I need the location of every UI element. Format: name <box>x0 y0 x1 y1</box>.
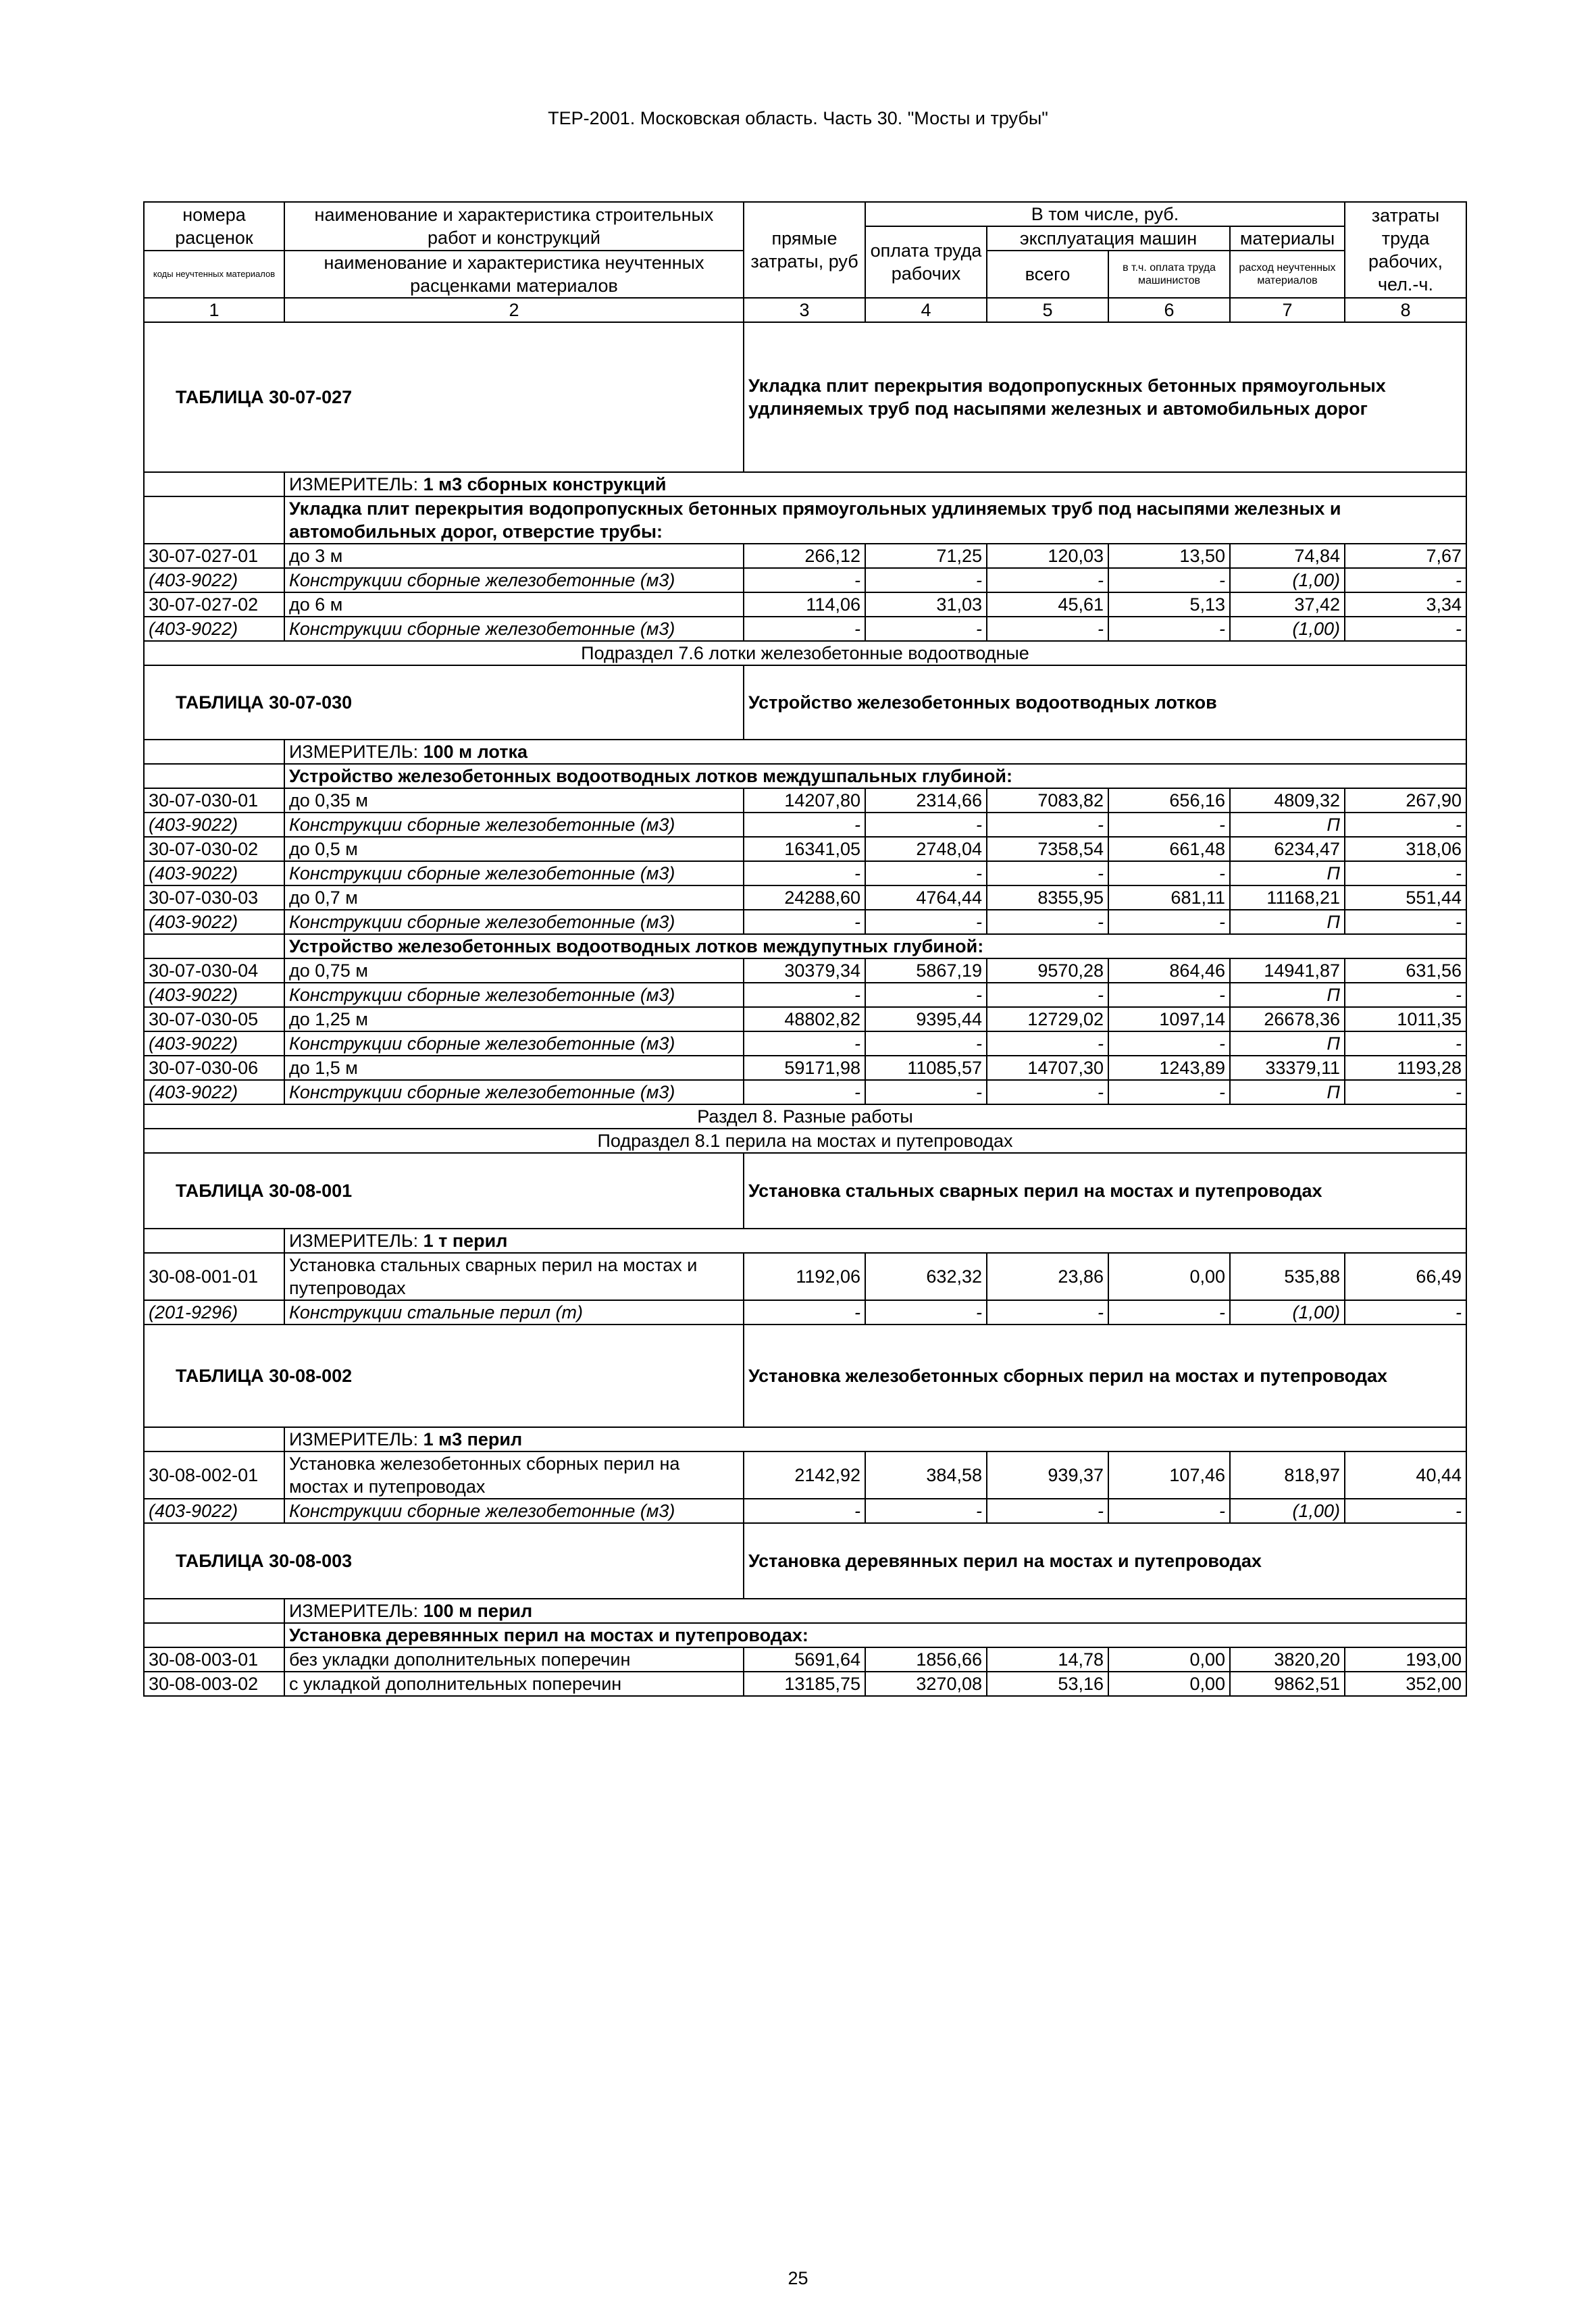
value-direct: 59171,98 <box>744 1056 865 1080</box>
value-direct: 48802,82 <box>744 1007 865 1031</box>
value-materials: 9862,51 <box>1230 1672 1345 1696</box>
material-value: - <box>744 983 865 1007</box>
header-row-1 <box>144 202 1466 226</box>
group-heading: Укладка плит перекрытия водопропускных бетонных прямоугольных удлиняемых труб под насыпями железных и автомобильных дорог, отверстие трубы: <box>284 496 1466 544</box>
value-materials: 3820,20 <box>1230 1647 1345 1672</box>
material-value: - <box>1345 1080 1466 1104</box>
material-value: - <box>865 983 987 1007</box>
measure-unit: ИЗМЕРИТЕЛЬ: 1 м3 перил <box>284 1427 1466 1451</box>
value-operator-wages: 0,00 <box>1108 1647 1230 1672</box>
material-value: - <box>1108 983 1230 1007</box>
material-value: - <box>744 617 865 641</box>
rate-code: 30-07-030-01 <box>144 788 284 813</box>
table-row <box>144 592 1466 617</box>
material-value: - <box>744 910 865 934</box>
material-value: (1,00) <box>1230 568 1345 592</box>
value-materials: 14941,87 <box>1230 958 1345 983</box>
material-code: (403-9022) <box>144 1080 284 1104</box>
material-name: Конструкции сборные железобетонные (м3) <box>284 1080 744 1104</box>
measure-row <box>144 740 1466 764</box>
value-operator-wages: 864,46 <box>1108 958 1230 983</box>
value-machines: 9570,28 <box>987 958 1108 983</box>
table-row <box>144 788 1466 813</box>
material-value: - <box>865 1499 987 1523</box>
rate-code: 30-08-003-01 <box>144 1647 284 1672</box>
material-name: Конструкции сборные железобетонные (м3) <box>284 1499 744 1523</box>
value-operator-wages: 107,46 <box>1108 1451 1230 1499</box>
value-operator-wages: 656,16 <box>1108 788 1230 813</box>
value-wages: 2314,66 <box>865 788 987 813</box>
value-labor: 267,90 <box>1345 788 1466 813</box>
material-value: - <box>865 617 987 641</box>
rate-name: до 3 м <box>284 544 744 568</box>
table-heading <box>144 1325 1466 1427</box>
subsection-row <box>144 1129 1466 1153</box>
rate-name: до 1,25 м <box>284 1007 744 1031</box>
material-value: П <box>1230 1031 1345 1056</box>
material-value: - <box>865 568 987 592</box>
value-operator-wages: 0,00 <box>1108 1253 1230 1300</box>
col-group-header: В том числе, руб. <box>865 202 1345 226</box>
value-materials: 26678,36 <box>1230 1007 1345 1031</box>
material-row <box>144 813 1466 837</box>
col-codes-header: номера расценок <box>144 202 284 251</box>
material-row <box>144 1300 1466 1325</box>
material-row <box>144 617 1466 641</box>
value-machines: 7083,82 <box>987 788 1108 813</box>
value-direct: 24288,60 <box>744 885 865 910</box>
rate-code: 30-07-027-01 <box>144 544 284 568</box>
table-row <box>144 837 1466 861</box>
material-value: - <box>987 983 1108 1007</box>
column-number: 8 <box>1345 298 1466 322</box>
material-value: - <box>1108 617 1230 641</box>
rate-code: 30-07-030-03 <box>144 885 284 910</box>
material-value: - <box>865 861 987 885</box>
material-value: - <box>1108 1080 1230 1104</box>
value-labor: 193,00 <box>1345 1647 1466 1672</box>
measure-row <box>144 1427 1466 1451</box>
material-value: (1,00) <box>1230 1300 1345 1325</box>
subsection-title: Подраздел 7.6 лотки железобетонные водоотводные <box>144 641 1466 665</box>
material-value: - <box>1108 568 1230 592</box>
table-row <box>144 1451 1466 1499</box>
table-title: Установка железобетонных сборных перил на мостах и путепроводах <box>744 1325 1466 1427</box>
material-value: - <box>987 1300 1108 1325</box>
material-value: - <box>1108 1031 1230 1056</box>
material-value: - <box>744 1300 865 1325</box>
measure-unit: ИЗМЕРИТЕЛЬ: 1 м3 сборных конструкций <box>284 472 1466 496</box>
material-value: - <box>865 910 987 934</box>
material-code: (201-9296) <box>144 1300 284 1325</box>
value-labor: 551,44 <box>1345 885 1466 910</box>
value-machines: 53,16 <box>987 1672 1108 1696</box>
measure-unit: ИЗМЕРИТЕЛЬ: 100 м перил <box>284 1599 1466 1623</box>
col-name-header: наименование и характеристика строительных работ и конструкций <box>284 202 744 251</box>
value-wages: 5867,19 <box>865 958 987 983</box>
material-value: - <box>1345 1499 1466 1523</box>
value-labor: 631,56 <box>1345 958 1466 983</box>
value-wages: 2748,04 <box>865 837 987 861</box>
material-value: - <box>1345 861 1466 885</box>
value-operator-wages: 1243,89 <box>1108 1056 1230 1080</box>
material-value: - <box>1108 910 1230 934</box>
column-number: 6 <box>1108 298 1230 322</box>
rate-code: 30-07-027-02 <box>144 592 284 617</box>
material-name: Конструкции сборные железобетонные (м3) <box>284 568 744 592</box>
material-value: - <box>865 1080 987 1104</box>
material-value: - <box>744 568 865 592</box>
value-materials: 11168,21 <box>1230 885 1345 910</box>
measure-row <box>144 1599 1466 1623</box>
table-row <box>144 885 1466 910</box>
material-value: П <box>1230 1080 1345 1104</box>
price-table <box>143 201 1467 1697</box>
value-materials: 74,84 <box>1230 544 1345 568</box>
table-heading <box>144 322 1466 472</box>
material-value: - <box>987 617 1108 641</box>
material-row <box>144 861 1466 885</box>
material-value: - <box>1345 568 1466 592</box>
value-wages: 9395,44 <box>865 1007 987 1031</box>
rate-name: без укладки дополнительных поперечин <box>284 1647 744 1672</box>
table-heading <box>144 1523 1466 1599</box>
subsection-row <box>144 641 1466 665</box>
value-materials: 4809,32 <box>1230 788 1345 813</box>
measure-unit: ИЗМЕРИТЕЛЬ: 1 т перил <box>284 1229 1466 1253</box>
table-title: Укладка плит перекрытия водопропускных бетонных прямоугольных удлиняемых труб под насыпями железных и автомобильных дорог <box>744 322 1466 472</box>
rate-code: 30-07-030-02 <box>144 837 284 861</box>
value-machines: 7358,54 <box>987 837 1108 861</box>
value-labor: 1011,35 <box>1345 1007 1466 1031</box>
material-value: - <box>987 910 1108 934</box>
material-value: - <box>744 1031 865 1056</box>
rate-name: Установка железобетонных сборных перил на мостах и путепроводах <box>284 1451 744 1499</box>
rate-code: 30-07-030-06 <box>144 1056 284 1080</box>
rate-code: 30-08-003-02 <box>144 1672 284 1696</box>
material-value: - <box>744 1080 865 1104</box>
value-wages: 71,25 <box>865 544 987 568</box>
value-labor: 318,06 <box>1345 837 1466 861</box>
material-value: - <box>987 1080 1108 1104</box>
value-materials: 818,97 <box>1230 1451 1345 1499</box>
material-code: (403-9022) <box>144 1031 284 1056</box>
value-labor: 352,00 <box>1345 1672 1466 1696</box>
group-heading: Устройство железобетонных водоотводных лотков междушпальных глубиной: <box>284 764 1466 788</box>
value-direct: 114,06 <box>744 592 865 617</box>
material-code: (403-9022) <box>144 983 284 1007</box>
subsection-title: Подраздел 8.1 перила на мостах и путепроводах <box>144 1129 1466 1153</box>
value-wages: 31,03 <box>865 592 987 617</box>
value-wages: 3270,08 <box>865 1672 987 1696</box>
material-value: - <box>1345 1300 1466 1325</box>
material-row <box>144 1080 1466 1104</box>
material-code: (403-9022) <box>144 617 284 641</box>
rate-code: 30-07-030-05 <box>144 1007 284 1031</box>
col-material-names-header: наименование и характеристика неучтенных расценками материалов <box>284 251 744 298</box>
column-number: 7 <box>1230 298 1345 322</box>
column-number: 3 <box>744 298 865 322</box>
material-name: Конструкции сборные железобетонные (м3) <box>284 910 744 934</box>
value-direct: 13185,75 <box>744 1672 865 1696</box>
material-value: - <box>987 568 1108 592</box>
material-value: - <box>1345 1031 1466 1056</box>
material-value: (1,00) <box>1230 617 1345 641</box>
value-labor: 1193,28 <box>1345 1056 1466 1080</box>
value-machines: 23,86 <box>987 1253 1108 1300</box>
value-direct: 30379,34 <box>744 958 865 983</box>
rate-name: до 0,75 м <box>284 958 744 983</box>
material-value: - <box>865 1300 987 1325</box>
value-materials: 33379,11 <box>1230 1056 1345 1080</box>
table-row <box>144 544 1466 568</box>
material-code: (403-9022) <box>144 1499 284 1523</box>
material-name: Конструкции сборные железобетонные (м3) <box>284 1031 744 1056</box>
table-title: Установка стальных сварных перил на мостах и путепроводах <box>744 1153 1466 1229</box>
table-title: Устройство железобетонных водоотводных лотков <box>744 665 1466 740</box>
material-row <box>144 910 1466 934</box>
material-value: П <box>1230 813 1345 837</box>
rate-name: с укладкой дополнительных поперечин <box>284 1672 744 1696</box>
rate-name: до 0,5 м <box>284 837 744 861</box>
material-name: Конструкции сборные железобетонные (м3) <box>284 861 744 885</box>
value-machines: 14,78 <box>987 1647 1108 1672</box>
material-code: (403-9022) <box>144 861 284 885</box>
col-wages-header: оплата труда рабочих <box>865 226 987 298</box>
table-id: ТАБЛИЦА 30-08-001 <box>144 1153 744 1229</box>
table-row <box>144 1007 1466 1031</box>
col-unaccounted-materials-header: расход неучтенных материалов <box>1230 251 1345 298</box>
table-row <box>144 1647 1466 1672</box>
table-row <box>144 1056 1466 1080</box>
col-labor-header: затраты труда рабочих, чел.-ч. <box>1345 202 1466 298</box>
material-name: Конструкции стальные перил (т) <box>284 1300 744 1325</box>
rate-name: до 0,7 м <box>284 885 744 910</box>
material-value: - <box>865 813 987 837</box>
value-labor: 7,67 <box>1345 544 1466 568</box>
material-value: - <box>987 1499 1108 1523</box>
material-row <box>144 568 1466 592</box>
measure-row <box>144 1229 1466 1253</box>
col-operator-wages-header: в т.ч. оплата труда машинистов <box>1108 251 1230 298</box>
page-number: 25 <box>788 2268 808 2288</box>
value-machines: 8355,95 <box>987 885 1108 910</box>
column-number: 5 <box>987 298 1108 322</box>
section-title: Раздел 8. Разные работы <box>144 1104 1466 1129</box>
rate-code: 30-08-001-01 <box>144 1253 284 1300</box>
rate-name: до 0,35 м <box>284 788 744 813</box>
col-direct-costs-header: прямые затраты, руб <box>744 202 865 298</box>
col-machines-total-header: всего <box>987 251 1108 298</box>
value-direct: 14207,80 <box>744 788 865 813</box>
material-value: - <box>1108 813 1230 837</box>
value-materials: 535,88 <box>1230 1253 1345 1300</box>
value-labor: 40,44 <box>1345 1451 1466 1499</box>
value-machines: 120,03 <box>987 544 1108 568</box>
material-value: П <box>1230 910 1345 934</box>
value-operator-wages: 5,13 <box>1108 592 1230 617</box>
column-number: 4 <box>865 298 987 322</box>
col-materials-header: материалы <box>1230 226 1345 251</box>
table-title: Установка деревянных перил на мостах и путепроводах <box>744 1523 1466 1599</box>
value-materials: 6234,47 <box>1230 837 1345 861</box>
material-value: - <box>1345 617 1466 641</box>
material-value: - <box>987 1031 1108 1056</box>
material-code: (403-9022) <box>144 568 284 592</box>
material-name: Конструкции сборные железобетонные (м3) <box>284 813 744 837</box>
material-row <box>144 1031 1466 1056</box>
table-row <box>144 1672 1466 1696</box>
value-materials: 37,42 <box>1230 592 1345 617</box>
table-id: ТАБЛИЦА 30-07-030 <box>144 665 744 740</box>
material-value: - <box>1108 861 1230 885</box>
value-operator-wages: 1097,14 <box>1108 1007 1230 1031</box>
group-heading: Устройство железобетонных водоотводных лотков междупутных глубиной: <box>284 934 1466 958</box>
value-machines: 12729,02 <box>987 1007 1108 1031</box>
value-labor: 66,49 <box>1345 1253 1466 1300</box>
column-numbers-row <box>144 298 1466 322</box>
value-direct: 1192,06 <box>744 1253 865 1300</box>
value-direct: 5691,64 <box>744 1647 865 1672</box>
value-operator-wages: 0,00 <box>1108 1672 1230 1696</box>
price-table-document <box>143 201 1466 1697</box>
col-material-codes-header: коды неучтенных материалов <box>144 251 284 298</box>
value-wages: 11085,57 <box>865 1056 987 1080</box>
material-value: П <box>1230 861 1345 885</box>
table-row <box>144 1253 1466 1300</box>
material-value: - <box>1108 1499 1230 1523</box>
group-row <box>144 764 1466 788</box>
value-wages: 4764,44 <box>865 885 987 910</box>
rate-name: до 1,5 м <box>284 1056 744 1080</box>
rate-code: 30-07-030-04 <box>144 958 284 983</box>
material-code: (403-9022) <box>144 813 284 837</box>
group-row <box>144 934 1466 958</box>
rate-name: Установка стальных сварных перил на мостах и путепроводах <box>284 1253 744 1300</box>
rate-code: 30-08-002-01 <box>144 1451 284 1499</box>
group-row <box>144 1623 1466 1647</box>
value-operator-wages: 681,11 <box>1108 885 1230 910</box>
section-row <box>144 1104 1466 1129</box>
material-value: П <box>1230 983 1345 1007</box>
value-wages: 1856,66 <box>865 1647 987 1672</box>
value-machines: 14707,30 <box>987 1056 1108 1080</box>
table-id: ТАБЛИЦА 30-07-027 <box>144 322 744 472</box>
value-wages: 384,58 <box>865 1451 987 1499</box>
group-row <box>144 496 1466 544</box>
material-value: - <box>1345 983 1466 1007</box>
material-name: Конструкции сборные железобетонные (м3) <box>284 983 744 1007</box>
column-number: 1 <box>144 298 284 322</box>
material-value: - <box>1345 910 1466 934</box>
material-value: - <box>744 861 865 885</box>
material-value: - <box>744 1499 865 1523</box>
value-labor: 3,34 <box>1345 592 1466 617</box>
material-value: - <box>987 861 1108 885</box>
material-value: - <box>865 1031 987 1056</box>
page-header: ТЕР-2001. Московская область. Часть 30. "Мосты и трубы" <box>548 108 1048 128</box>
value-direct: 266,12 <box>744 544 865 568</box>
material-value: - <box>987 813 1108 837</box>
group-heading: Установка деревянных перил на мостах и путепроводах: <box>284 1623 1466 1647</box>
material-value: - <box>1345 813 1466 837</box>
value-direct: 2142,92 <box>744 1451 865 1499</box>
column-number: 2 <box>284 298 744 322</box>
material-row <box>144 1499 1466 1523</box>
material-value: - <box>1108 1300 1230 1325</box>
table-id: ТАБЛИЦА 30-08-003 <box>144 1523 744 1599</box>
value-machines: 45,61 <box>987 592 1108 617</box>
material-value: - <box>744 813 865 837</box>
table-row <box>144 958 1466 983</box>
material-value: (1,00) <box>1230 1499 1345 1523</box>
value-operator-wages: 13,50 <box>1108 544 1230 568</box>
table-heading <box>144 665 1466 740</box>
measure-row <box>144 472 1466 496</box>
measure-unit: ИЗМЕРИТЕЛЬ: 100 м лотка <box>284 740 1466 764</box>
col-machines-header: эксплуатация машин <box>987 226 1230 251</box>
material-code: (403-9022) <box>144 910 284 934</box>
material-name: Конструкции сборные железобетонные (м3) <box>284 617 744 641</box>
table-id: ТАБЛИЦА 30-08-002 <box>144 1325 744 1427</box>
table-heading <box>144 1153 1466 1229</box>
value-machines: 939,37 <box>987 1451 1108 1499</box>
material-row <box>144 983 1466 1007</box>
rate-name: до 6 м <box>284 592 744 617</box>
value-wages: 632,32 <box>865 1253 987 1300</box>
value-operator-wages: 661,48 <box>1108 837 1230 861</box>
value-direct: 16341,05 <box>744 837 865 861</box>
